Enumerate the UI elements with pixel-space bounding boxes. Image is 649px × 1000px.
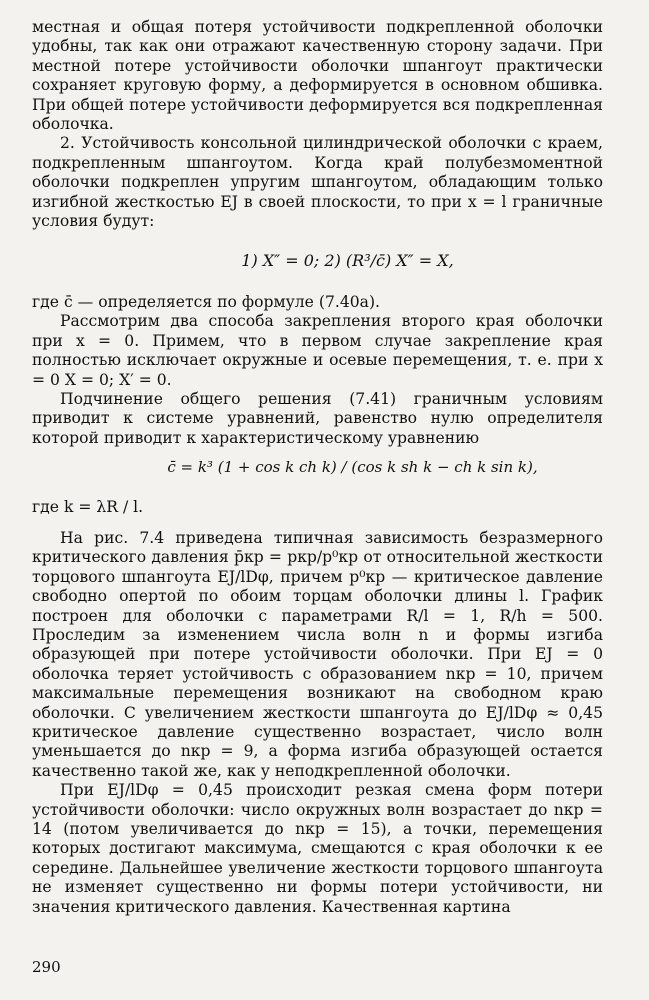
paragraph-4: Рассмотрим два способа закрепления второго края оболочки при x = 0. Примем, что в первом случае закрепление края полностью исключает окружные и осевые перемещения, т. е. при x = 0 X = 0; X′ = 0.	[32, 312, 603, 389]
paragraph-6: На рис. 7.4 приведена типичная зависимость безразмерного критического давления p̄кр = pкр/p⁰кр от относительной жесткости торцового шпангоута EJ/lDφ, причем p⁰кр — критическое давление свободно опертой по обоим торцам оболочки длины l. График построен для оболочки с параметрами R/l = 1, R/h = 500. Проследим за изменением числа волн n и формы изгиба образующей при потере устойчивости оболочки. При EJ = 0 оболочка теряет устойчивость с образованием nкр = 10, причем максимальные перемещения возникают на свободном краю оболочки. С увеличением жесткости шпангоута до EJ/lDφ ≈ 0,45 критическое давление существенно возрастает, число волн уменьшается до nкр = 9, а форма изгиба образующей остается качественно такой же, как у неподкрепленной оболочки.	[32, 528, 603, 780]
formula-characteristic-equation: c̄ = k³ (1 + cos k ch k) / (cos k sh k − ch k sin k),	[167, 458, 538, 477]
paragraph-3: где c̄ — определяется по формуле (7.40а).	[32, 292, 380, 311]
formula-k-definition: где k = λR / l.	[32, 497, 144, 516]
page-number: 290	[32, 958, 61, 976]
paragraph-1: местная и общая потеря устойчивости подкрепленной оболочки удобны, так как они отражают качественную сторону задачи. При местной потере устойчивости оболочки шпангоут практически сохраняет круговую форму, а деформируется в основном обшивка. При общей потере устойчивости деформируется вся подкрепленная оболочка.	[32, 18, 603, 134]
paragraph-5: Подчинение общего решения (7.41) граничным условиям приводит к системе уравнений, равенство нулю определителя которой приводит к характеристическому уравнению	[32, 389, 603, 447]
formula-boundary-conditions: 1) X″ = 0; 2) (R³/c̄) X″ = X,	[241, 251, 454, 271]
paragraph-2: 2. Устойчивость консольной цилиндрической оболочки с краем, подкрепленным шпангоутом. Когда край полубезмоментной оболочки подкреплен упругим шпангоутом, обладающим только изгибной жесткостью EJ в своей плоскости, то при x = l граничные условия будут:	[32, 134, 603, 231]
paragraph-7: При EJ/lDφ = 0,45 происходит резкая смена форм потери устойчивости оболочки: число окружных волн возрастает до nкр = 14 (потом увеличивается до nкр = 15), а точки, перемещения которых достигают максимума, смещаются с края оболочки к ее середине. Дальнейшее увеличение жесткости торцового шпангоута не изменяет существенно ни формы потери устойчивости, ни значения критического давления. Качественная картина	[32, 781, 603, 916]
